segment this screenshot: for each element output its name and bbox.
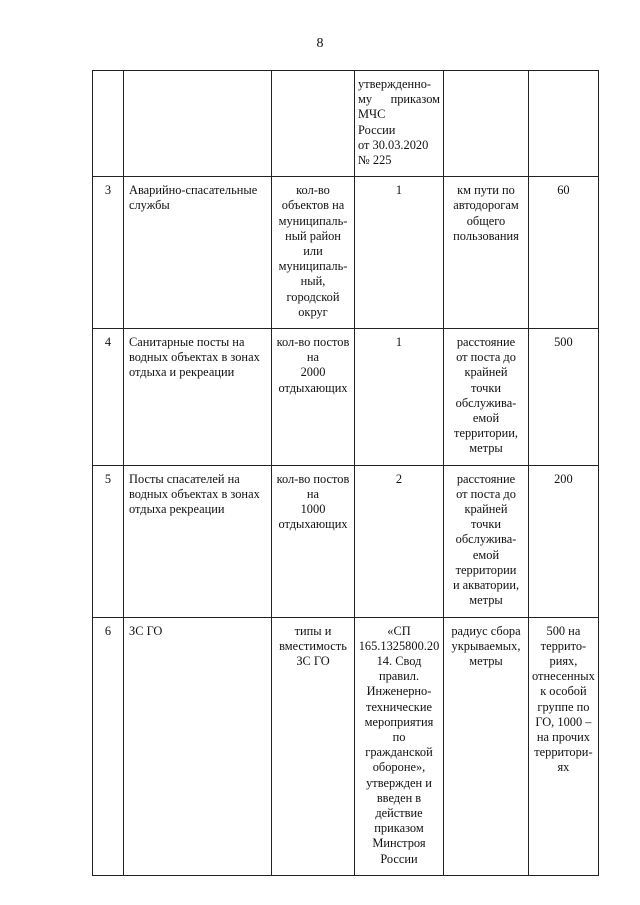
text-line: 500 xyxy=(554,335,573,350)
text-line: отдыхающих xyxy=(278,380,348,395)
table-row xyxy=(93,71,599,177)
text-line: утвержден и xyxy=(366,775,432,790)
cell-measure xyxy=(272,617,355,875)
cell-value xyxy=(529,465,599,617)
text-line: Инженерно- xyxy=(366,684,432,699)
text-line: 14. Свод xyxy=(376,653,422,668)
text-line: крайней xyxy=(464,502,508,517)
text-line: территории, xyxy=(454,426,518,441)
text-line: метры xyxy=(469,593,503,608)
text-line: отдыхающих xyxy=(278,517,348,532)
text-line: расстояние xyxy=(456,335,516,350)
text-line: укрываемых, xyxy=(451,638,521,653)
text-line: обслужива- xyxy=(455,532,517,547)
text-line: объектов на xyxy=(281,198,345,213)
text-line: городской xyxy=(286,289,340,304)
text-line: России xyxy=(358,122,396,137)
text-line: отнесенных xyxy=(532,669,595,684)
text-line: группе по xyxy=(537,699,590,714)
text-line: общего xyxy=(466,213,506,228)
text-line: России xyxy=(380,851,418,866)
cell-measure xyxy=(272,329,355,466)
cell-value xyxy=(529,71,599,177)
cell-num: 6 xyxy=(93,617,124,875)
cell-norm xyxy=(355,465,444,617)
table-row xyxy=(93,177,599,329)
cell-basis xyxy=(444,617,529,875)
text-line: «СП xyxy=(387,623,411,638)
text-line: МЧС xyxy=(358,107,386,122)
text-line: гражданской xyxy=(365,745,433,760)
cell-basis xyxy=(444,329,529,466)
text-line: мероприятия xyxy=(364,714,434,729)
text-line: Минстроя xyxy=(372,836,426,851)
text-line: введен в xyxy=(376,790,422,805)
text-word: му xyxy=(358,92,373,107)
text-line: 1 xyxy=(395,183,403,198)
cell-basis xyxy=(444,177,529,329)
text-line: муниципаль- xyxy=(278,259,348,274)
cell-basis xyxy=(444,71,529,177)
text-line: пользования xyxy=(453,228,519,243)
text-line: 1 xyxy=(395,335,403,350)
text-line: типы и xyxy=(294,623,332,638)
text-line: точки xyxy=(470,380,501,395)
text-line: метры xyxy=(469,653,503,668)
cell-value xyxy=(529,177,599,329)
text-line: или xyxy=(303,244,323,259)
text-line: действие xyxy=(375,805,423,820)
cell-measure xyxy=(272,71,355,177)
text-line: риях, xyxy=(549,653,578,668)
text-line: 2000 xyxy=(300,365,326,380)
cell-measure xyxy=(272,465,355,617)
text-line: расстояние xyxy=(456,471,516,486)
text-line: 500 на xyxy=(546,623,581,638)
requirements-table xyxy=(92,70,599,876)
cell-norm xyxy=(355,329,444,466)
text-line: на прочих xyxy=(536,729,590,744)
text-line: ГО, 1000 – xyxy=(535,714,592,729)
cell-norm xyxy=(355,177,444,329)
cell-measure xyxy=(272,177,355,329)
text-line: террито- xyxy=(540,638,587,653)
text-line: территори- xyxy=(534,745,593,760)
text-line: от поста до xyxy=(456,350,516,365)
cell-num: 4 xyxy=(93,329,124,466)
cell-name: Посты спасателей на водных объектах в зонах отдыха рекреации xyxy=(124,465,272,617)
cell-name: Аварийно-спасательные службы xyxy=(124,177,272,329)
text-line: вместимость xyxy=(279,638,347,653)
text-line: ный, xyxy=(300,274,326,289)
text-line: обороне», xyxy=(372,760,426,775)
text-line: кол-во постов xyxy=(276,335,350,350)
page-number: 8 xyxy=(316,36,324,51)
text-line: км пути по xyxy=(457,183,515,198)
text-line: 165.1325800.20 xyxy=(358,638,440,653)
text-line: 60 xyxy=(557,183,570,198)
text-line: на xyxy=(306,350,320,365)
table-row xyxy=(93,465,599,617)
cell-name: Санитарные посты на водных объектах в зонах отдыха и рекреации xyxy=(124,329,272,466)
text-line: ный район xyxy=(285,228,341,243)
text-line: кол-во постов xyxy=(276,471,350,486)
text-line: на xyxy=(306,486,320,501)
cell-basis xyxy=(444,465,529,617)
text-line: утвержденно- xyxy=(358,77,432,91)
text-line: 200 xyxy=(554,471,573,486)
text-line: по xyxy=(392,729,406,744)
text-line: емой xyxy=(472,411,500,426)
text-line: метры xyxy=(469,441,503,456)
text-line: кол-во xyxy=(296,183,330,198)
text-line: и акватории, xyxy=(452,578,520,593)
table-row xyxy=(93,617,599,875)
text-word: приказом xyxy=(390,92,440,107)
text-line: точки xyxy=(470,517,501,532)
cell-num xyxy=(93,71,124,177)
cell-num: 5 xyxy=(93,465,124,617)
text-line: автодорогам xyxy=(453,198,519,213)
cell-norm xyxy=(355,617,444,875)
text-line: 2 xyxy=(395,471,403,486)
cell-name xyxy=(124,71,272,177)
text-line: емой xyxy=(472,547,500,562)
text-line: № 225 xyxy=(358,153,392,168)
cell-name: ЗС ГО xyxy=(124,617,272,875)
text-line: округ xyxy=(298,304,328,319)
text-line: к особой xyxy=(540,684,587,699)
cell-norm xyxy=(355,71,444,177)
text-line: ях xyxy=(557,760,570,775)
text-line: ЗС ГО xyxy=(296,653,330,668)
text-line: радиус сбора xyxy=(451,623,521,638)
text-line: приказом xyxy=(374,821,424,836)
text-line-justified xyxy=(358,92,440,107)
cell-num: 3 xyxy=(93,177,124,329)
text-line: от поста до xyxy=(456,486,516,501)
text-line: муниципаль- xyxy=(278,213,348,228)
table-row xyxy=(93,329,599,466)
text-line: от 30.03.2020 xyxy=(358,137,429,152)
text-line: крайней xyxy=(464,365,508,380)
cell-value xyxy=(529,329,599,466)
text-line: технические xyxy=(366,699,432,714)
text-line: территории xyxy=(455,562,517,577)
text-line: 1000 xyxy=(300,502,326,517)
text-line: правил. xyxy=(378,669,420,684)
cell-value xyxy=(529,617,599,875)
text-line: обслужива- xyxy=(455,395,517,410)
